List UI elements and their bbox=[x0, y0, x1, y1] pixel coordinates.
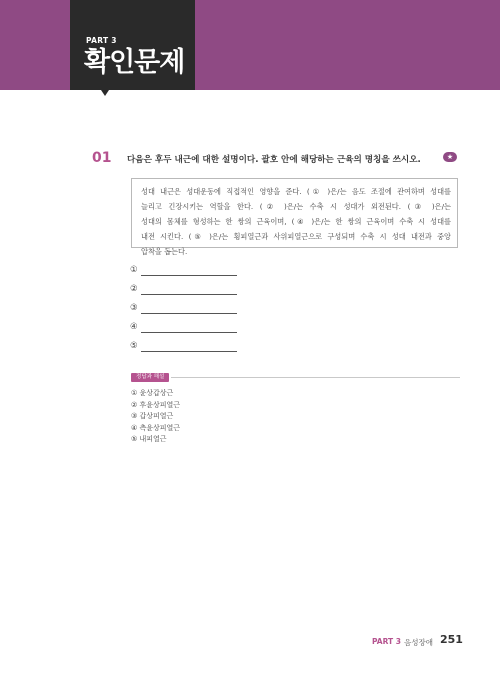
answer-mark: ① bbox=[130, 265, 138, 275]
footer-chapter: 음성장애 bbox=[404, 638, 433, 647]
solution-item: ① 윤상갑상근 bbox=[131, 389, 174, 397]
answer-blank-line bbox=[141, 332, 237, 333]
solution-item: ② 후윤상피열근 bbox=[131, 400, 181, 409]
answer-row-5 bbox=[130, 341, 240, 353]
answer-row-2 bbox=[130, 284, 240, 296]
passage-line: 성대 내근은 성대운동에 직접적인 영향을 준다. (① )은/는 음도 조절에 관여하며 성대를 bbox=[141, 187, 451, 196]
part-label: PART 3 bbox=[86, 36, 117, 45]
solution-item: ⑤ 내피열근 bbox=[131, 435, 167, 443]
answer-mark: ② bbox=[130, 284, 138, 294]
star-icon: ★ bbox=[443, 152, 457, 162]
answer-row-1 bbox=[130, 265, 240, 277]
solution-divider bbox=[171, 377, 460, 378]
title-pointer bbox=[101, 90, 109, 96]
answer-mark: ⑤ bbox=[130, 341, 138, 351]
solution-item: ④ 측윤상피열근 bbox=[131, 423, 181, 432]
passage-box bbox=[131, 178, 458, 256]
answer-blank-line bbox=[141, 313, 237, 314]
passage-line: 압착을 돕는다. bbox=[141, 247, 188, 256]
answer-mark: ④ bbox=[130, 322, 138, 332]
passage-line: 내전 시킨다. (⑤ )은/는 횡피열근과 사위피열근으로 구성되며 수축 시 성대 내전과 중앙 bbox=[141, 232, 451, 241]
answer-row-4 bbox=[130, 322, 240, 334]
solution-tag: 정답과 해설 bbox=[131, 373, 169, 382]
solution-item: ③ 갑상피열근 bbox=[131, 412, 174, 420]
answer-blank-line bbox=[141, 275, 237, 276]
passage-line: 성대의 몸체를 형성하는 한 쌍의 근육이며, (④ )은/는 한 쌍의 근육이며 수축 시 성대를 bbox=[141, 217, 451, 226]
question-number: 01 bbox=[92, 150, 112, 166]
answer-mark: ③ bbox=[130, 303, 138, 313]
answer-blank-line bbox=[141, 294, 237, 295]
question-text: 다음은 후두 내근에 대한 설명이다. 괄호 안에 해당하는 근육의 명칭을 쓰시오. bbox=[127, 155, 421, 165]
answer-blank-line bbox=[141, 351, 237, 352]
page-title: 확인문제 bbox=[84, 47, 185, 78]
answer-row-3 bbox=[130, 303, 240, 315]
footer-part-label: PART 3 bbox=[372, 637, 401, 646]
page-number: 251 bbox=[440, 633, 463, 646]
passage-line: 늘리고 긴장시키는 역할을 한다. (② )은/는 수축 시 성대가 외전된다. (③ )은/는 bbox=[141, 202, 451, 211]
solution-list bbox=[131, 388, 180, 446]
